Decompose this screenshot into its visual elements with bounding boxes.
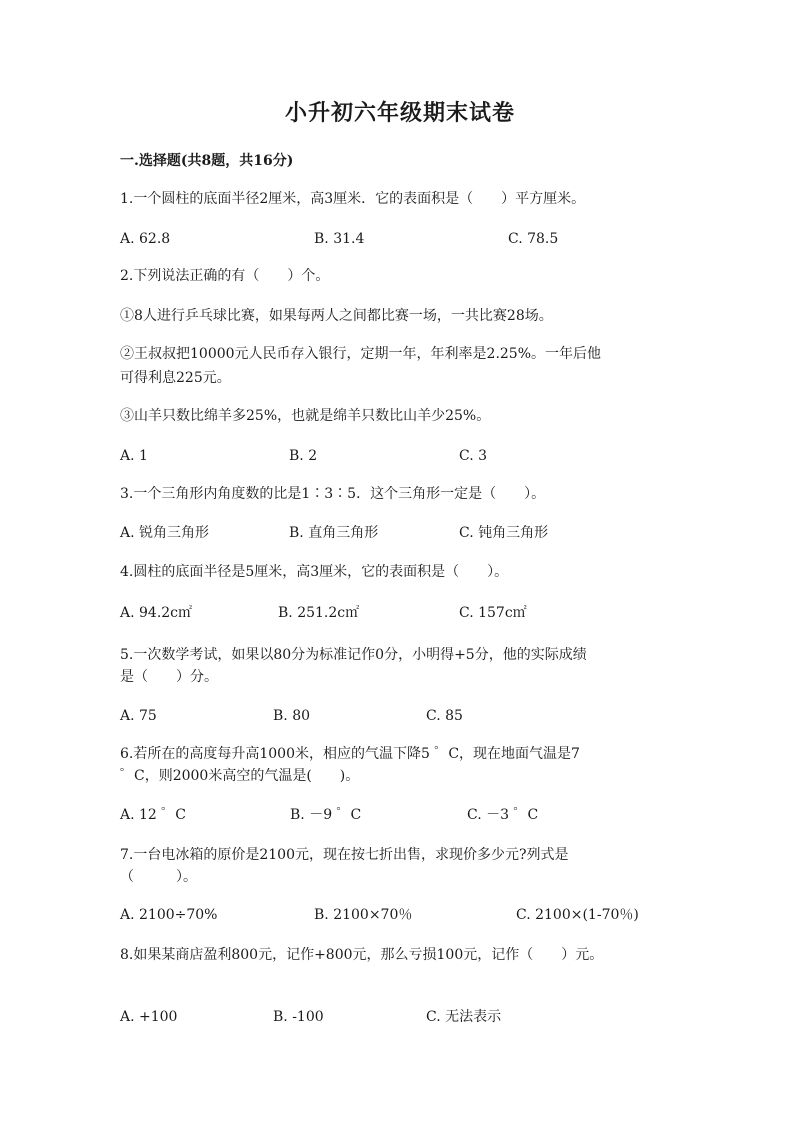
question-7-stem-line-1: 7.一台电冰箱的原价是2100元，现在按七折出售，求现价多少元?列式是 — [120, 847, 569, 863]
q1-option-c: C. 78.5 — [508, 231, 559, 247]
q2-statement-1: ①8人进行乒乓球比赛，如果每两人之间都比赛一场，一共比赛28场。 — [120, 308, 553, 324]
page-title: 小升初六年级期末试卷 — [284, 100, 515, 126]
question-6-stem-line-2: ゜C，则2000米高空的气温是( )。 — [120, 768, 360, 784]
question-4-stem: 4.圆柱的底面半径是5厘米，高3厘米，它的表面积是（ ）。 — [120, 564, 509, 580]
q8-option-a: A. +100 — [120, 1009, 178, 1025]
question-1-stem: 1.一个圆柱的底面半径2厘米，高3厘米．它的表面积是（ ）平方厘米。 — [120, 191, 586, 207]
q2-option-a: A. 1 — [120, 448, 148, 464]
question-5-stem-line-2: 是（ ）分。 — [120, 669, 218, 685]
q4-option-c: C. 157c㎡ — [459, 605, 527, 621]
q2-statement-2-line-1: ②王叔叔把10000元人民币存入银行，定期一年，年利率是2.25%。一年后他 — [120, 346, 602, 362]
q7-option-a: A. 2100÷70% — [120, 907, 218, 923]
q6-option-b: B. －9 ゜C — [290, 807, 362, 823]
q5-option-c: C. 85 — [426, 708, 463, 724]
q5-option-b: B. 80 — [273, 708, 311, 724]
question-2-stem: 2.下列说法正确的有（ ）个。 — [120, 268, 330, 284]
question-8-stem: 8.如果某商店盈利800元，记作+800元，那么亏损100元，记作（ ）元。 — [120, 947, 604, 963]
q7-option-b: B. 2100×70％ — [314, 907, 413, 923]
q8-option-c: C. 无法表示 — [426, 1009, 502, 1025]
q3-option-b: B. 直角三角形 — [289, 525, 379, 541]
q2-option-c: C. 3 — [459, 448, 488, 464]
question-3-stem: 3.一个三角形内角度数的比是1∶3∶5．这个三角形一定是（ ）。 — [120, 486, 546, 502]
q4-option-b: B. 251.2c㎡ — [278, 605, 360, 621]
q3-option-a: A. 锐角三角形 — [120, 525, 210, 541]
q6-option-c: C. －3 ゜C — [467, 807, 539, 823]
q4-option-a: A. 94.2c㎡ — [120, 605, 193, 621]
q8-option-b: B. -100 — [273, 1009, 324, 1025]
q1-option-a: A. 62.8 — [120, 231, 171, 247]
q7-option-c: C. 2100×(1-70％) — [516, 907, 639, 923]
question-6-stem-line-1: 6.若所在的高度每升高1000米，相应的气温下降5 ゜C，现在地面气温是7 — [120, 746, 580, 762]
q2-statement-3: ③山羊只数比绵羊多25%，也就是绵羊只数比山羊少25%。 — [120, 408, 491, 424]
q6-option-a: A. 12 ゜C — [120, 807, 186, 823]
q1-option-b: B. 31.4 — [314, 231, 365, 247]
q2-option-b: B. 2 — [289, 448, 318, 464]
question-7-stem-line-2: （ ）。 — [120, 869, 197, 885]
question-5-stem-line-1: 5.一次数学考试，如果以80分为标准记作0分，小明得+5分，他的实际成绩 — [120, 647, 587, 663]
q5-option-a: A. 75 — [120, 708, 157, 724]
section-heading: 一.选择题(共8题，共16分) — [120, 153, 294, 169]
q2-statement-2-line-2: 可得利息225元。 — [120, 370, 231, 386]
q3-option-c: C. 钝角三角形 — [459, 525, 549, 541]
